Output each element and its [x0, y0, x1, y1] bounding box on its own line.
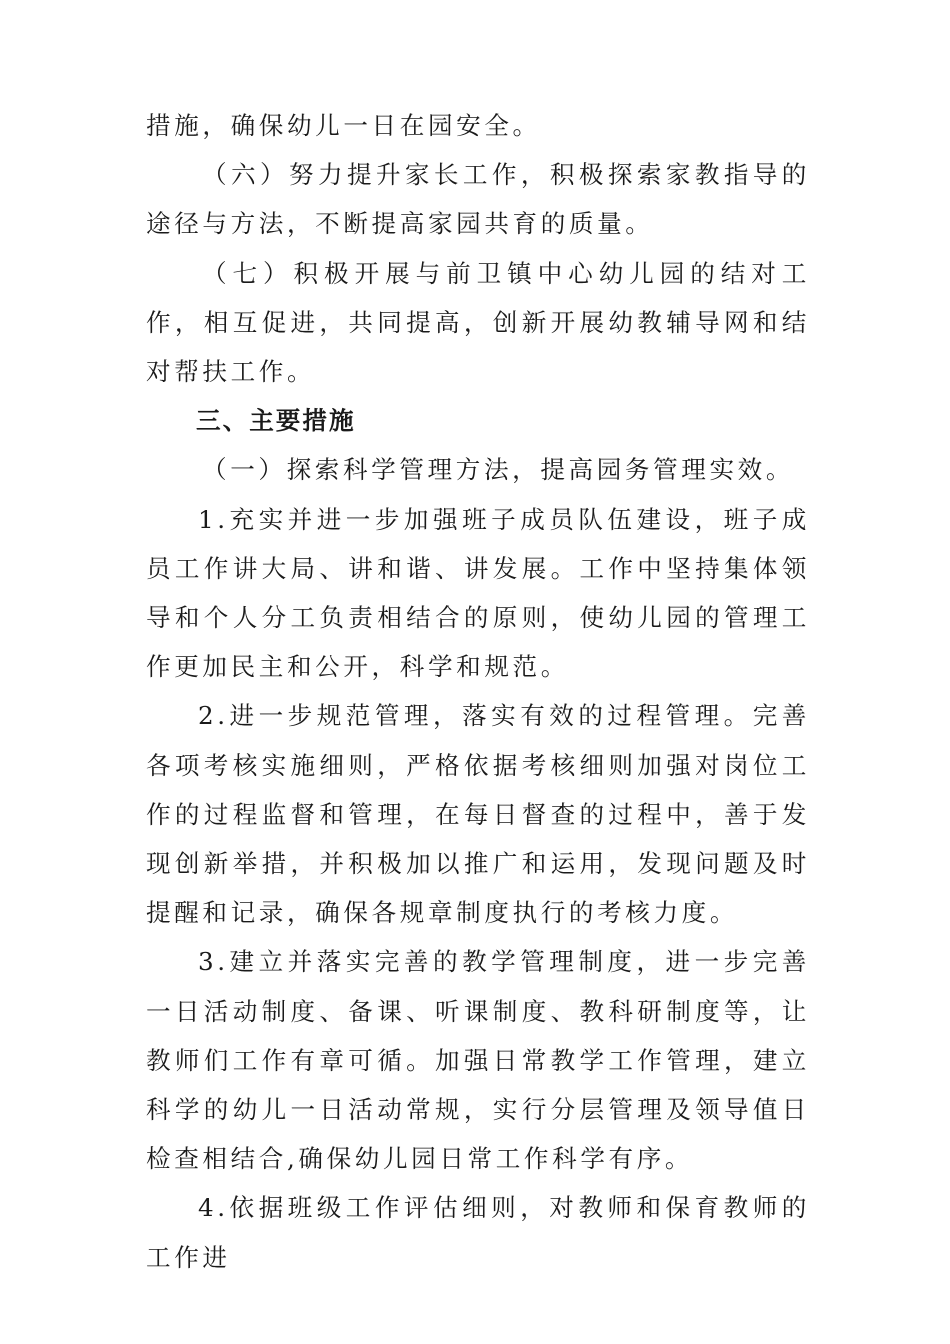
- document-body: [146, 101, 810, 1282]
- section-heading-main-measures: 三、主要措施: [196, 406, 356, 436]
- paragraph-point-3: 3.建立并落实完善的教学管理制度，进一步完善一日活动制度、备课、听课制度、教科研制度等，让教师们工作有章可循。加强日常教学工作管理，建立科学的幼儿一日活动常规，实行分层管理及领导值日检查相结合,确保幼儿园日常工作科学有序。: [146, 947, 810, 1174]
- paragraph-item-6: （六）努力提升家长工作，积极探索家教指导的途径与方法，不断提高家园共育的质量。: [146, 160, 810, 239]
- paragraph-item-7: （七）积极开展与前卫镇中心幼儿园的结对工作，相互促进，共同提高，创新开展幼教辅导网和结对帮扶工作。: [146, 258, 810, 387]
- subsection-heading-1: （一）探索科学管理方法，提高园务管理实效。: [202, 455, 795, 485]
- paragraph-continuation: 措施，确保幼儿一日在园安全。: [146, 111, 541, 140]
- paragraph-point-1: 1.充实并进一步加强班子成员队伍建设，班子成员工作讲大局、讲和谐、讲发展。工作中坚持集体领导和个人分工负责相结合的原则，使幼儿园的管理工作更加民主和公开，科学和规范。: [146, 504, 810, 682]
- paragraph-point-4: 4.依据班级工作评估细则，对教师和保育教师的工作进: [146, 1193, 810, 1272]
- paragraph-point-2: 2.进一步规范管理，落实有效的过程管理。完善各项考核实施细则，严格依据考核细则加强对岗位工作的过程监督和管理，在每日督查的过程中，善于发现创新举措，并积极加以推广和运用，发现问题及时提醒和记录，确保各规章制度执行的考核力度。: [146, 701, 810, 928]
